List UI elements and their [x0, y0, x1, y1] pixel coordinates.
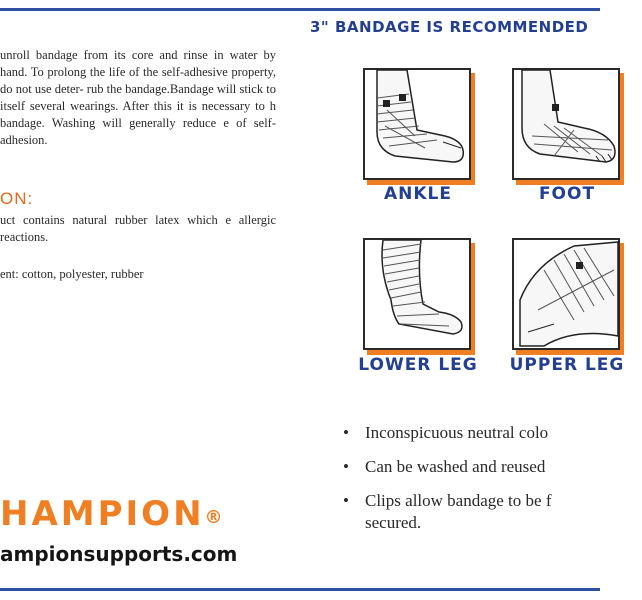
bullet-icon: • — [343, 423, 349, 442]
bottom-rule — [0, 588, 600, 591]
feature-item — [343, 456, 552, 478]
content-text: ent: cotton, polyester, rubber — [0, 267, 144, 281]
registered-mark: ® — [204, 507, 223, 528]
foot-bandage-illustration-icon — [514, 70, 618, 178]
top-rule — [0, 8, 600, 11]
tile-lower-leg-label: LOWER LEG — [358, 355, 478, 375]
tile-ankle-label: ANKLE — [383, 184, 452, 204]
feature-text-continued: secured. — [365, 513, 422, 532]
clip-icon — [576, 262, 583, 269]
brand-logo-text: HAMPION — [0, 494, 205, 534]
care-instructions-text: unroll bandage from its core and rinse in water by hand. To prolong the life of the self-adhesive property, do not use deter- rub the bandage.Bandage will stick to itself several wearings. After this it is necessary to h bandage. Washing will generally reduce e of self-adhesion. — [0, 48, 276, 147]
brand-url: ampionsupports.com — [0, 542, 238, 566]
bullet-icon: • — [343, 491, 349, 510]
feature-text: Inconspicuous neutral colo — [365, 423, 549, 442]
feature-item — [343, 422, 552, 444]
caution-heading: ON: — [0, 189, 34, 208]
tile-upper-leg-label: UPPER LEG — [509, 355, 625, 375]
upper-leg-bandage-illustration-icon — [514, 240, 618, 348]
clip-icon — [552, 104, 559, 111]
bullet-icon: • — [343, 457, 349, 476]
features-list — [343, 422, 552, 534]
section-title: 3" BANDAGE IS RECOMMENDED — [310, 18, 589, 36]
tile-foot-label: FOOT — [538, 184, 596, 204]
caution-text: uct contains natural rubber latex which e allergic reactions. — [0, 213, 276, 244]
feature-item — [343, 490, 552, 534]
clip-icon — [383, 100, 390, 107]
feature-text: Can be washed and reused — [365, 457, 546, 476]
lower-leg-bandage-illustration-icon — [365, 240, 469, 348]
brand-logo — [0, 492, 223, 536]
feature-text: Clips allow bandage to be f — [365, 491, 552, 510]
ankle-bandage-illustration-icon — [365, 70, 469, 178]
